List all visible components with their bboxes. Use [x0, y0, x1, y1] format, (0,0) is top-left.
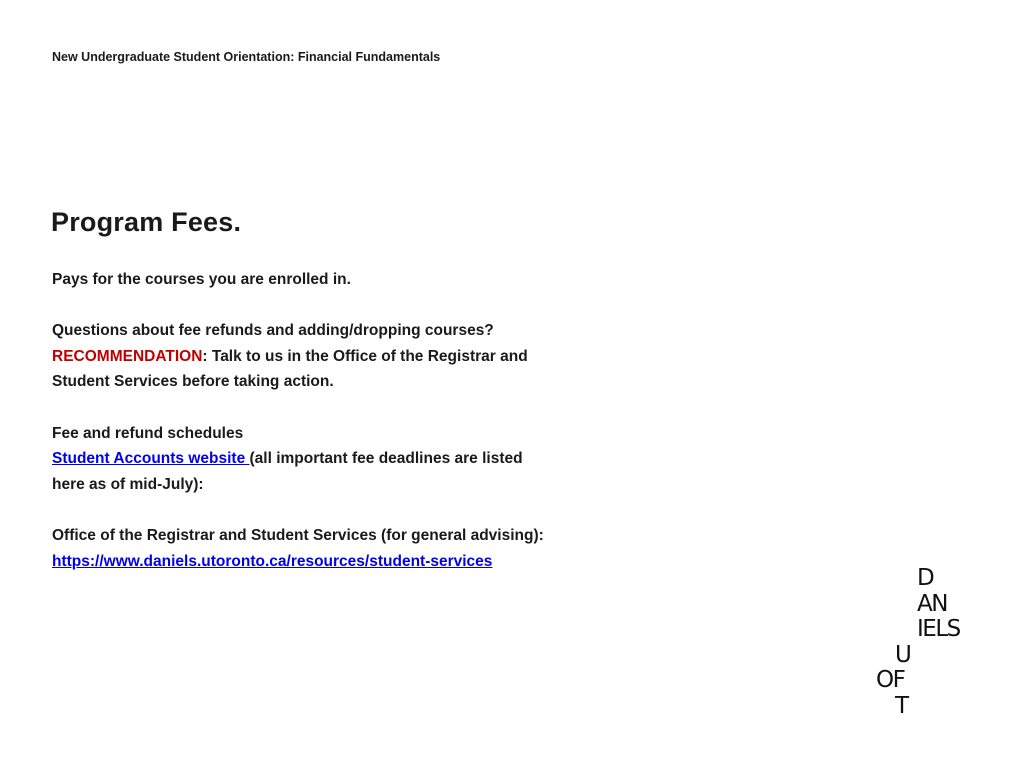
schedules-link-line — [52, 446, 622, 472]
intro-paragraph — [52, 267, 622, 293]
daniels-logo — [872, 566, 992, 726]
schedules-paragraph — [52, 421, 622, 498]
schedules-label: Fee and refund schedules — [52, 424, 244, 442]
logo-line-2: AN — [917, 590, 947, 617]
logo-line-6: T — [895, 692, 908, 719]
presentation-title: New Undergraduate Student Orientation: Financial Fundamentals — [52, 50, 441, 64]
recommendation-text-continued: Student Services before taking action. — [52, 373, 334, 391]
registrar-label: Office of the Registrar and Student Services (for general advising): — [52, 526, 544, 544]
logo-line-1: D — [917, 565, 934, 591]
logo-line-4: U — [895, 641, 911, 668]
questions-paragraph — [52, 318, 622, 395]
student-accounts-link[interactable]: Student Accounts website — [52, 450, 250, 468]
registrar-paragraph — [52, 523, 622, 574]
recommendation-text: : Talk to us in the Office of the Registrar and — [202, 347, 528, 365]
schedules-note: (all important fee deadlines are listed — [249, 450, 523, 468]
recommendation-line — [52, 344, 622, 370]
recommendation-label: RECOMMENDATION — [52, 347, 203, 365]
registrar-link-line — [52, 549, 622, 575]
schedules-note-continued: here as of mid-July): — [52, 475, 204, 493]
logo-line-3: IELS — [917, 616, 960, 642]
student-services-link[interactable]: https://www.daniels.utoronto.ca/resources/student-services — [52, 552, 493, 570]
slide-heading: Program Fees. — [51, 207, 242, 237]
intro-text: Pays for the courses you are enrolled in. — [52, 271, 351, 288]
slide-body — [52, 267, 622, 574]
questions-text: Questions about fee refunds and adding/dropping courses? — [52, 322, 494, 340]
logo-line-5: OF — [876, 667, 905, 693]
